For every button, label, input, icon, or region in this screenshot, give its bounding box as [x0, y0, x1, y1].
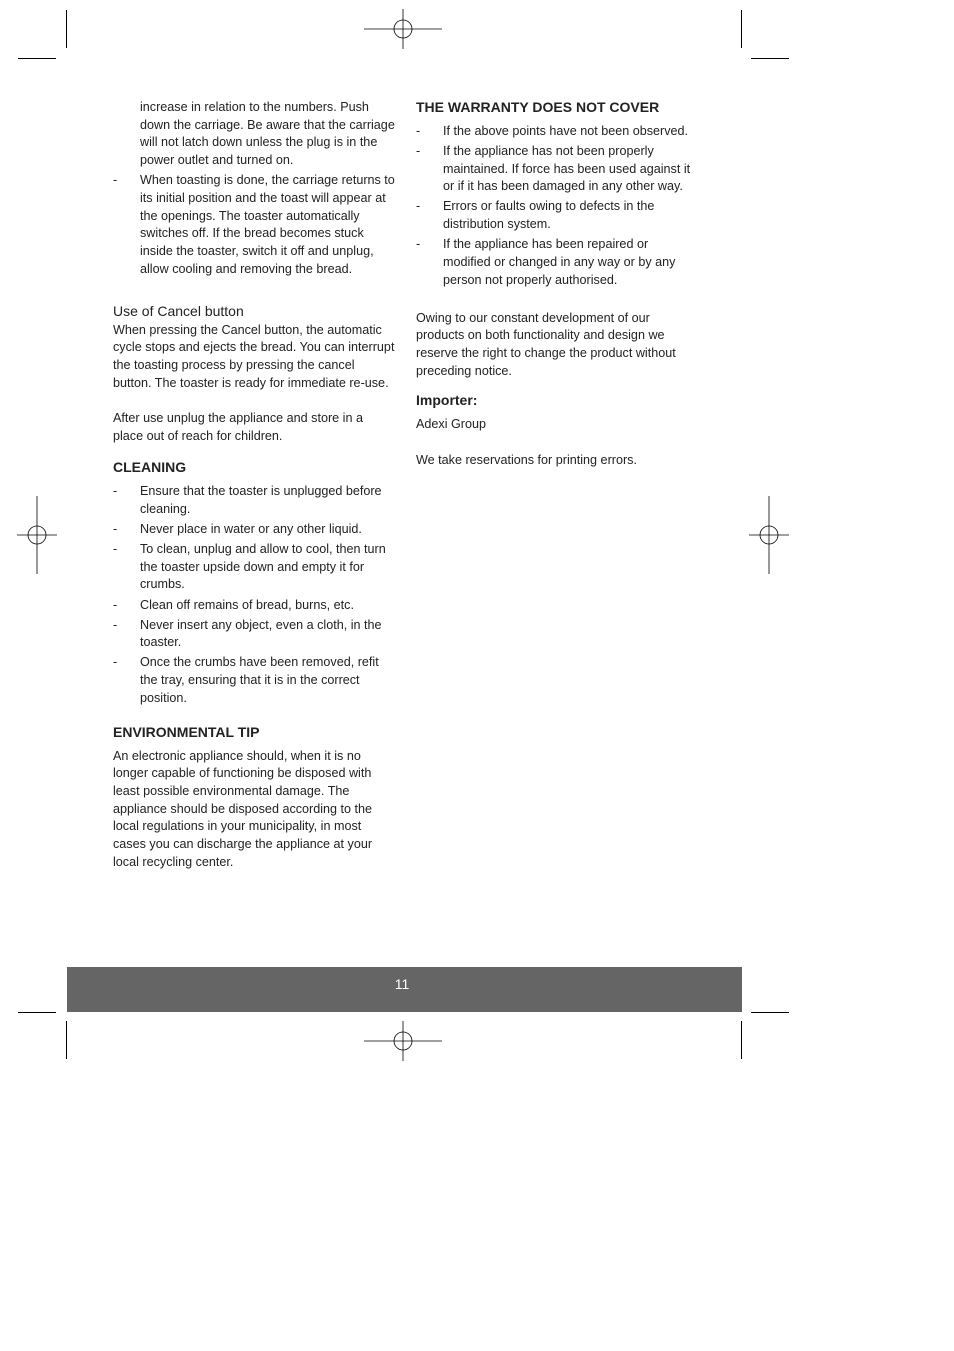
list-item — [113, 521, 395, 539]
page-number: 11 — [394, 976, 410, 992]
cleaning-list — [113, 483, 395, 707]
crop-mark — [66, 1021, 67, 1059]
crop-mark — [18, 58, 56, 59]
importer-name: Adexi Group — [416, 417, 487, 432]
list-item — [416, 123, 696, 141]
list-item-text: increase in relation to the numbers. Push down the carriage. Be aware that the carriage will not latch down unless the plug is in the power outlet and turned on. — [140, 100, 395, 168]
cancel-paragraph: When pressing the Cancel button, the automatic cycle stops and ejects the bread. You can interrupt the toasting process by pressing the cancel button. The toaster is ready for immediate re-use. — [113, 322, 395, 390]
list-item — [113, 654, 395, 707]
list-item-text: When toasting is done, the carriage returns to its initial position and the toast will appear at the openings. The toaster automatically switches off. If the bread becomes stuck inside the toaster, switch it off and unplug, allow cooling and removing the bread. — [140, 173, 395, 276]
list-item — [113, 172, 395, 278]
list-item-text: If the appliance has not been properly maintained. If force has been used against it or if it has been damaged in any other way. — [443, 143, 691, 194]
registration-mark-icon — [17, 496, 57, 574]
crop-mark — [18, 1012, 56, 1013]
registration-mark-icon — [364, 1021, 442, 1061]
list-item-text: If the above points have not been observed. — [443, 123, 689, 138]
reservation-note: We take reservations for printing errors. — [416, 452, 637, 467]
list-item-text: Clean off remains of bread, burns, etc. — [140, 597, 354, 612]
warranty-list — [416, 123, 696, 290]
registration-mark-icon — [749, 496, 789, 574]
environmental-heading: ENVIRONMENTAL TIP — [113, 723, 260, 740]
list-item — [113, 99, 395, 170]
toasting-list — [113, 99, 395, 278]
environmental-paragraph: An electronic appliance should, when it is no longer capable of functioning be disposed with least possible environmental damage. The appliance should be disposed according to the local regulations in your municipality, in most cases you can discharge the appliance at your local recycling center. — [113, 748, 373, 869]
list-item — [416, 143, 696, 196]
list-item-text: Never insert any object, even a cloth, in the toaster. — [140, 617, 382, 650]
list-item-text: Errors or faults owing to defects in the distribution system. — [443, 199, 655, 231]
footer-bar — [67, 967, 742, 1012]
crop-mark — [66, 10, 67, 48]
crop-mark — [741, 10, 742, 48]
list-item-text: To clean, unplug and allow to cool, then turn the toaster upside down and empty it for crumbs. — [140, 542, 386, 592]
list-item — [113, 617, 395, 652]
crop-mark — [751, 1012, 789, 1013]
cleaning-heading: CLEANING — [113, 459, 187, 476]
development-paragraph: Owing to our constant development of our products on both functionality and design we reserve the right to change the product without preceding notice. — [416, 310, 676, 378]
after-use-paragraph: After use unplug the appliance and store in a place out of reach for children. — [113, 411, 363, 443]
right-column — [416, 99, 696, 469]
left-column — [113, 99, 395, 872]
list-item — [113, 541, 395, 594]
list-item — [113, 483, 395, 518]
list-item-text: Never place in water or any other liquid. — [140, 521, 362, 536]
cancel-heading: Use of Cancel button — [113, 302, 244, 319]
list-item-text: If the appliance has been repaired or modified or changed in any way or by any person not properly authorised. — [443, 237, 676, 287]
crop-mark — [751, 58, 789, 59]
list-item — [416, 198, 696, 233]
list-item-text: Ensure that the toaster is unplugged before cleaning. — [140, 484, 382, 516]
warranty-heading: THE WARRANTY DOES NOT COVER — [416, 99, 660, 115]
list-item — [113, 597, 395, 615]
crop-mark — [741, 1021, 742, 1059]
registration-mark-icon — [364, 9, 442, 49]
importer-heading: Importer: — [416, 392, 478, 409]
list-item-text: Once the crumbs have been removed, refit the tray, ensuring that it is in the correct position. — [140, 655, 379, 705]
list-item — [416, 236, 696, 289]
